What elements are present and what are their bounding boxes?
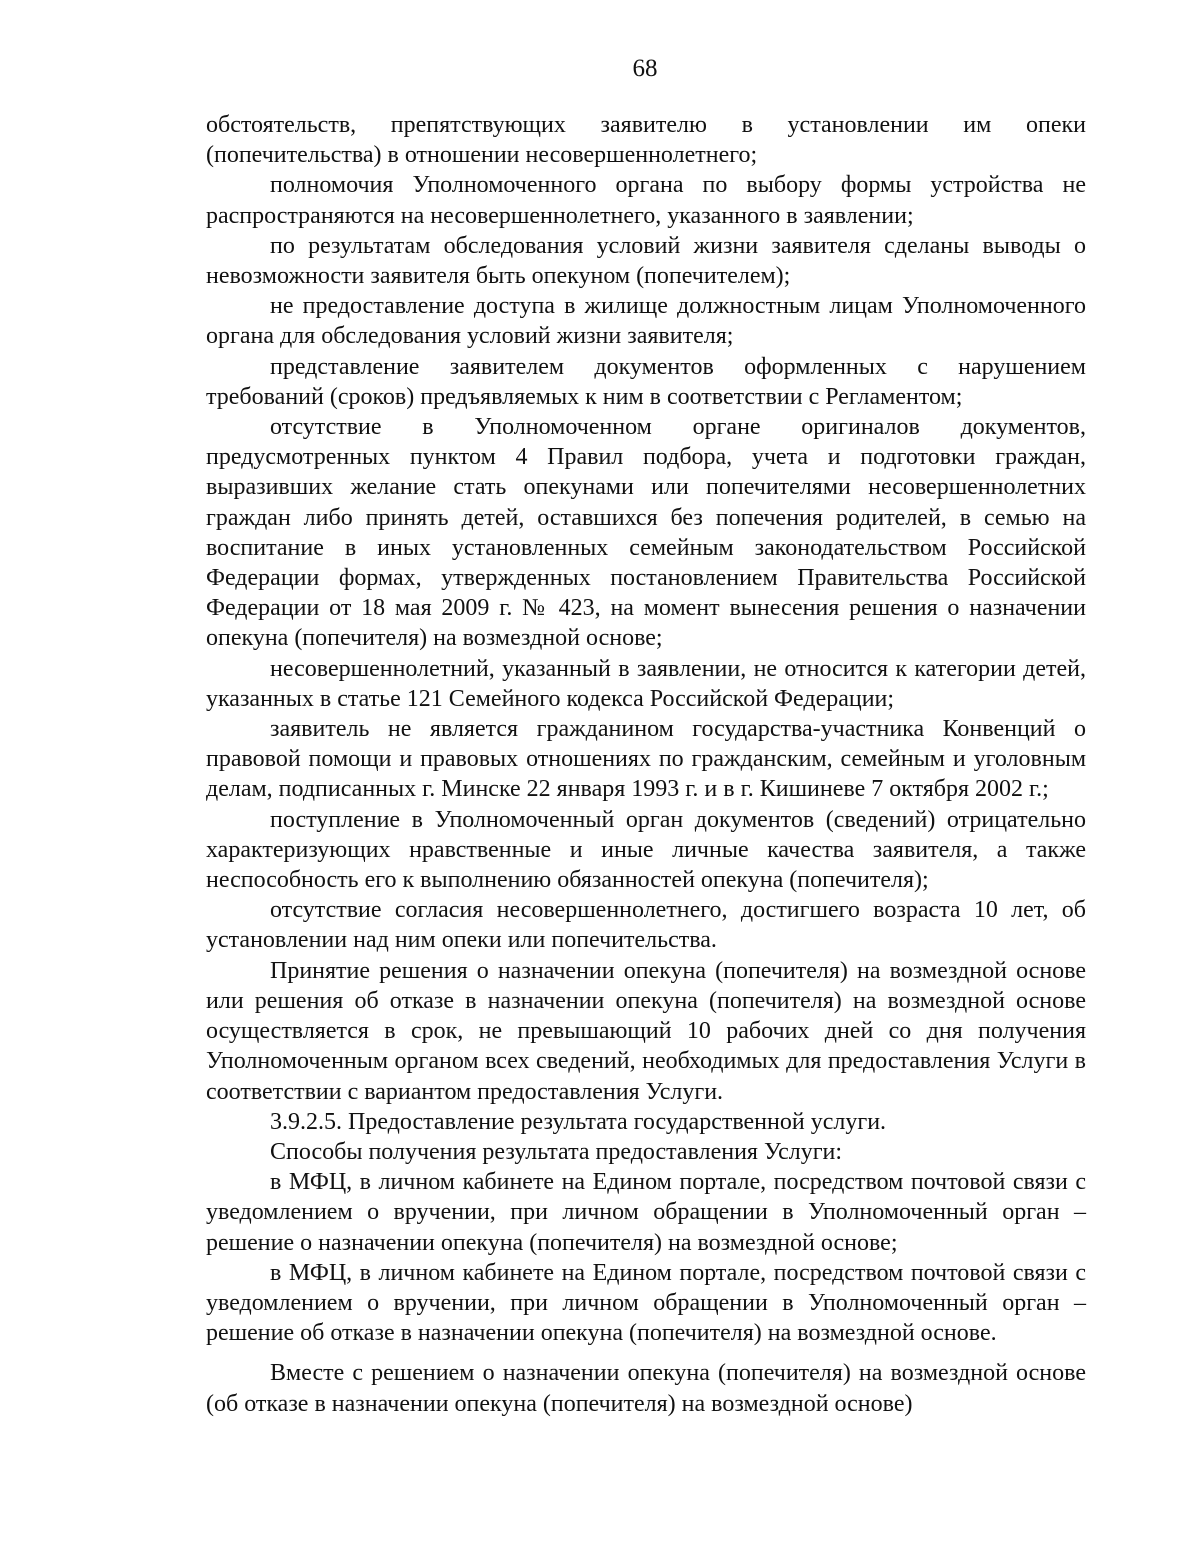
- paragraph-10: отсутствие согласия несовершеннолетнего, достигшего возраста 10 лет, об установлении над ним опеки или попечительства.: [206, 897, 1086, 954]
- page-number: 68: [632, 55, 658, 82]
- paragraph-5: представление заявителем документов оформленных с нарушением требований (сроков) предъявляемых к ним в соответствии с Регламентом;: [206, 353, 1086, 410]
- paragraph-14: в МФЦ, в личном кабинете на Едином портале, посредством почтовой связи с уведомлением о вручении, при личном обращении в Уполномоченный орган – решение о назначении опекуна (попечителя) на возмездной основе;: [206, 1169, 1086, 1256]
- paragraph-7: несовершеннолетний, указанный в заявлении, не относится к категории детей, указанных в статье 121 Семейного кодекса Российской Федерации;: [206, 655, 1086, 712]
- paragraph-9: поступление в Уполномоченный орган документов (сведений) отрицательно характеризующих нравственные и иные личные качества заявителя, а также неспособность его к выполнению обязанностей опекуна (попечителя);: [206, 806, 1086, 894]
- paragraph-1: обстоятельств, препятствующих заявителю в установлении им опеки (попечительства) в отношении несовершеннолетнего;: [206, 112, 1086, 169]
- paragraph-13: Способы получения результата предоставления Услуги:: [270, 1138, 843, 1165]
- paragraph-4: не предоставление доступа в жилище должностным лицам Уполномоченного органа для обследования условий жизни заявителя;: [206, 293, 1086, 350]
- paragraph-16: Вместе с решением о назначении опекуна (попечителя) на возмездной основе (об отказе в назначении опекуна (попечителя) на возмездной основе): [206, 1360, 1086, 1417]
- paragraph-11: Принятие решения о назначении опекуна (попечителя) на возмездной основе или решения об отказе в назначении опекуна (попечителя) на возмездной основе осуществляется в срок, не превышающий 10 рабочих дней со дня получения Уполномоченным органом всех сведений, необходимых для предоставления Услуги в соответствии с вариантом предоставления Услуги.: [206, 957, 1086, 1105]
- paragraph-6: отсутствие в Уполномоченном органе оригиналов документов, предусмотренных пунктом 4 Правил подбора, учета и подготовки граждан, выразивших желание стать опекунами или попечителями несовершеннолетних граждан либо принять детей, оставшихся без попечения родителей, в семью на воспитание в иных установленных семейным законодательством Российской Федерации формах, утвержденных постановлением Правительства Российской Федерации от 18 мая 2009 г. № 423, на момент вынесения решения о назначении опекуна (попечителя) на возмездной основе;: [206, 414, 1086, 652]
- paragraph-15: в МФЦ, в личном кабинете на Едином портале, посредством почтовой связи с уведомлением о вручении, при личном обращении в Уполномоченный орган – решение об отказе в назначении опекуна (попечителя) на возмездной основе.: [206, 1259, 1086, 1347]
- paragraph-2: полномочия Уполномоченного органа по выбору формы устройства не распространяются на несовершеннолетнего, указанного в заявлении;: [206, 172, 1086, 229]
- paragraph-3: по результатам обследования условий жизни заявителя сделаны выводы о невозможности заявителя быть опекуном (попечителем);: [206, 232, 1086, 290]
- paragraph-12: 3.9.2.5. Предоставление результата государственной услуги.: [270, 1108, 887, 1135]
- paragraph-8: заявитель не является гражданином государства-участника Конвенций о правовой помощи и правовых отношениях по гражданским, семейным и уголовным делам, подписанных г. Минске 22 января 1993 г. и в г. Кишиневе 7 октября 2002 г.;: [206, 716, 1086, 803]
- document-body: [206, 110, 1086, 1419]
